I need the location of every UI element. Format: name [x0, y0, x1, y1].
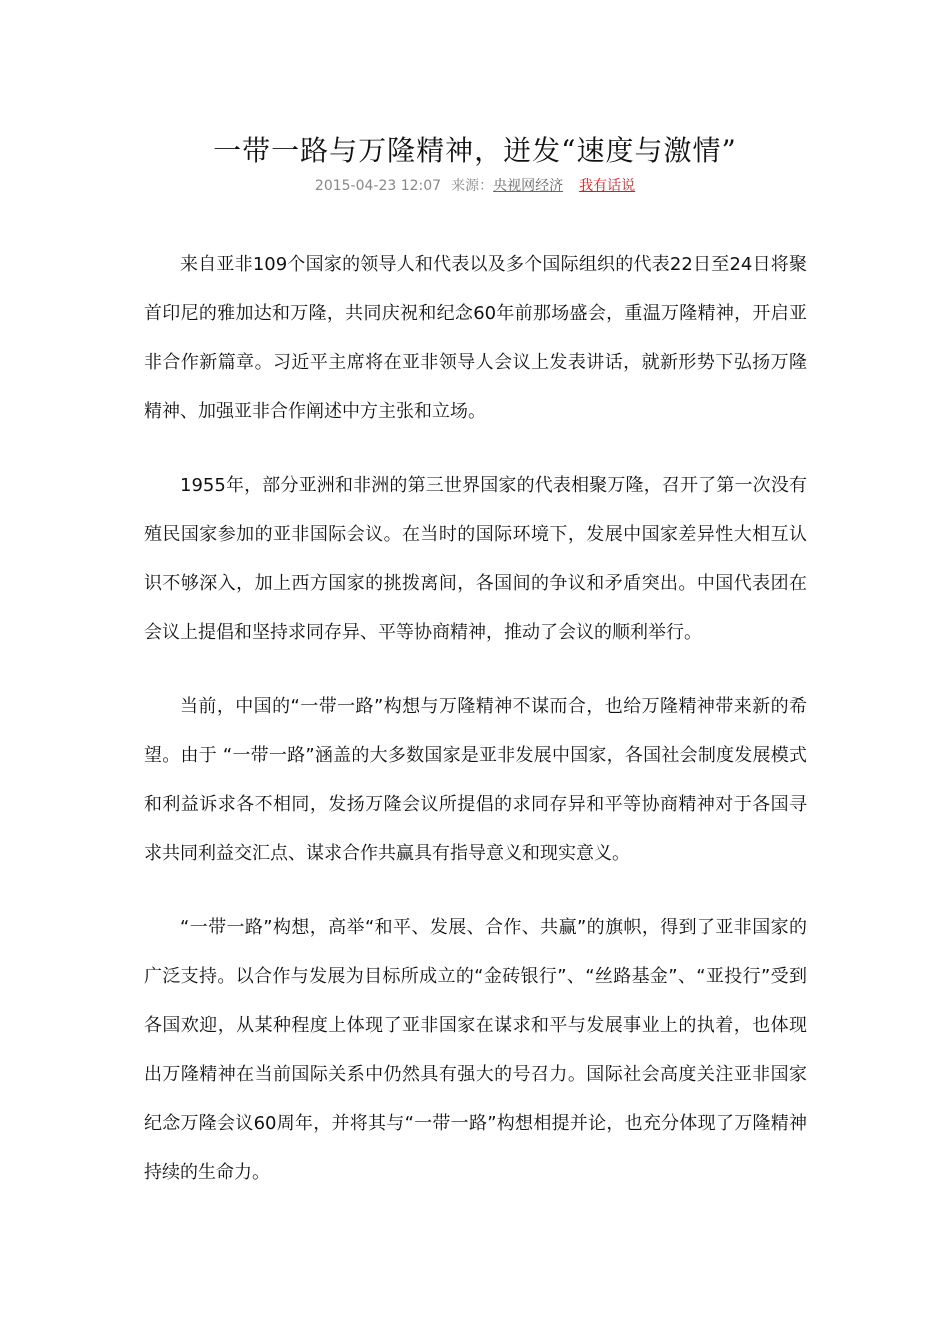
publish-datetime: 2015-04-23 12:07 [314, 178, 442, 194]
source-link[interactable]: 央视网经济 [493, 178, 564, 194]
paragraph-1: 来自亚非109个国家的领导人和代表以及多个国际组织的代表22日至24日将聚首印尼的雅加达和万隆，共同庆祝和纪念60年前那场盛会，重温万隆精神，开启亚非合作新篇章。习近平主席将在亚非领导人会议上发表讲话，就新形势下弘扬万隆精神、加强亚非合作阐述中方主张和立场。 [144, 254, 807, 422]
paragraph-3: 当前，中国的“一带一路”构想与万隆精神不谋而合，也给万隆精神带来新的希望。由于 “一带一路”涵盖的大多数国家是亚非发展中国家，各国社会制度发展模式和利益诉求各不相同，发扬万隆会议所提倡的求同存异和平等协商精神对于各国寻求共同利益交汇点、谋求合作共赢具有指导意义和现实意义。 [144, 696, 807, 864]
paragraph-4: “一带一路”构想，高举“和平、发展、合作、共赢”的旗帜，得到了亚非国家的广泛支持。以合作与发展为目标所成立的“金砖银行”、“丝路基金”、“亚投行”受到各国欢迎，从某种程度上体现了亚非国家在谋求和平与发展事业上的执着，也体现出万隆精神在当前国际关系中仍然具有强大的号召力。国际社会高度关注亚非国家纪念万隆会议60周年，并将其与“一带一路”构想相提并论，也充分体现了万隆精神持续的生命力。 [144, 917, 807, 1183]
article-body [144, 240, 807, 1222]
paragraph-2: 1955年，部分亚洲和非洲的第三世界国家的代表相聚万隆，召开了第一次没有殖民国家参加的亚非国际会议。在当时的国际环境下，发展中国家差异性大相互认识不够深入，加上西方国家的挑拨离间，各国间的争议和矛盾突出。中国代表团在会议上提倡和坚持求同存异、平等协商精神，推动了会议的顺利举行。 [144, 475, 807, 643]
article-meta [0, 176, 950, 196]
article-title: 一带一路与万隆精神，迸发“速度与激情” [213, 134, 737, 167]
comment-link[interactable]: 我有话说 [579, 178, 636, 194]
source-label: 来源： [451, 178, 494, 194]
